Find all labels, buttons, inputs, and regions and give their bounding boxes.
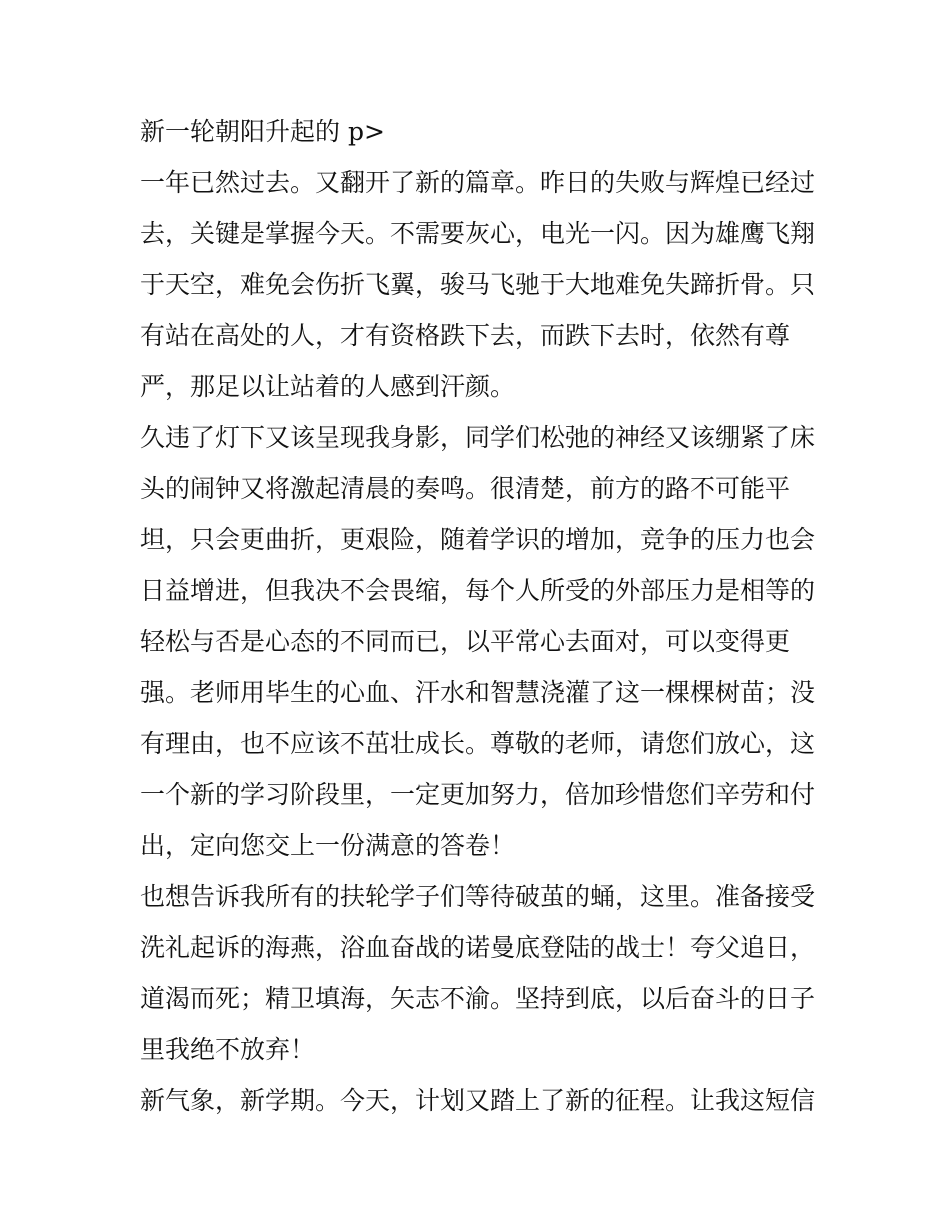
- text-line: 久违了灯下又该呈现我身影，同学们松弛的神经又该绷紧了床: [140, 423, 816, 452]
- text-line: 去，关键是掌握今天。不需要灰心，电光一闪。因为雄鹰飞翔: [140, 219, 816, 248]
- text-line: 出，定向您交上一份满意的答卷！: [140, 831, 516, 860]
- paragraph-4: [140, 1075, 816, 1126]
- text-line: 日益增进，但我决不会畏缩，每个人所受的外部压力是相等的: [140, 576, 816, 605]
- text-line: 于天空，难免会伤折飞翼，骏马飞驰于大地难免失蹄折骨。只: [140, 270, 816, 299]
- text-line: 严，那足以让站着的人感到汗颜。: [140, 372, 516, 401]
- text-line: 强。老师用毕生的心血、汗水和智慧浇灌了这一棵棵树苗；没: [140, 678, 816, 707]
- document-body: [140, 106, 816, 1126]
- document-title: 新一轮朝阳升起的 p>: [140, 117, 385, 146]
- text-line: 道渴而死；精卫填海，矢志不渝。坚持到底，以后奋斗的日子: [140, 984, 816, 1013]
- paragraph-1: [140, 157, 816, 412]
- text-line: 也想告诉我所有的扶轮学子们等待破茧的蛹，这里。准备接受: [140, 882, 816, 911]
- text-line: 一年已然过去。又翻开了新的篇章。昨日的失败与辉煌已经过: [140, 168, 816, 197]
- text-line: 新气象，新学期。今天，计划又踏上了新的征程。让我这短信: [140, 1086, 816, 1115]
- paragraph-2: [140, 412, 816, 871]
- text-line: 头的闹钟又将激起清晨的奏鸣。很清楚，前方的路不可能平: [140, 474, 791, 503]
- text-line: 里我绝不放弃！: [140, 1035, 316, 1064]
- text-line: 洗礼起诉的海燕，浴血奋战的诺曼底登陆的战士！夸父追日，: [140, 933, 816, 962]
- paragraph-3: [140, 871, 816, 1075]
- text-line: 轻松与否是心态的不同而已，以平常心去面对，可以变得更: [140, 627, 791, 656]
- text-line: 有站在高处的人，才有资格跌下去，而跌下去时，依然有尊: [140, 321, 791, 350]
- text-line: 有理由，也不应该不茁壮成长。尊敬的老师，请您们放心，这: [140, 729, 816, 758]
- text-line: 坦，只会更曲折，更艰险，随着学识的增加，竞争的压力也会: [140, 525, 816, 554]
- text-line: 一个新的学习阶段里，一定更加努力，倍加珍惜您们辛劳和付: [140, 780, 816, 809]
